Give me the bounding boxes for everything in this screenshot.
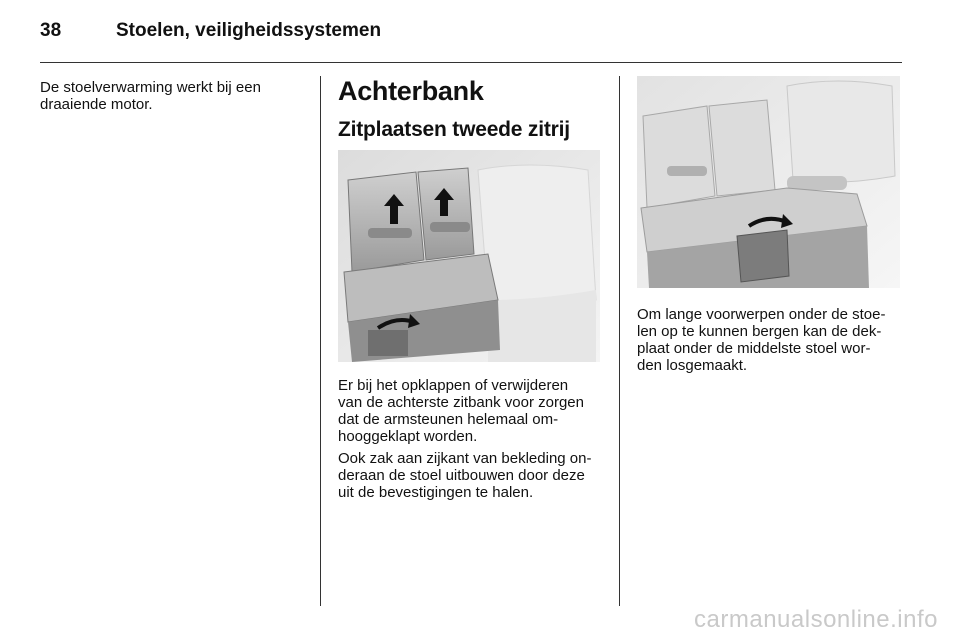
text-line: dat de armsteunen helemaal om- bbox=[338, 411, 559, 428]
seat-drawing bbox=[338, 150, 600, 362]
text-line: uit de bevestigingen te halen. bbox=[338, 484, 534, 501]
center-seat-cover-illustration bbox=[637, 76, 900, 288]
text-line: Er bij het opklappen of verwijderen bbox=[338, 377, 569, 394]
left-text-line: draaiende motor. bbox=[40, 96, 153, 113]
middle-column-text bbox=[338, 377, 613, 506]
seat-drawing-right bbox=[637, 76, 900, 288]
watermark: carmanualsonline.info bbox=[694, 606, 938, 633]
text-line: hooggeklapt worden. bbox=[338, 428, 478, 445]
left-column bbox=[40, 79, 310, 113]
text-line: len op te kunnen bergen kan de dek- bbox=[637, 323, 882, 340]
text-line: plaat onder de middelste stoel wor- bbox=[637, 340, 871, 357]
left-text-line: De stoelverwarming werkt bij een bbox=[40, 79, 261, 96]
right-column-text bbox=[637, 306, 912, 379]
text-line: van de achterste zitbank voor zorgen bbox=[338, 394, 584, 411]
armrest-paragraph bbox=[338, 377, 613, 445]
section-subheading: Zitplaatsen tweede zitrij bbox=[338, 118, 570, 141]
section-heading: Achterbank bbox=[338, 76, 484, 106]
page-title: Stoelen, veiligheidssystemen bbox=[116, 20, 382, 41]
header-rule bbox=[40, 62, 902, 63]
text-line: den losgemaakt. bbox=[637, 357, 748, 374]
page-number: 38 bbox=[40, 20, 62, 41]
rear-seat-armrest-illustration bbox=[338, 150, 600, 362]
column-divider-left bbox=[320, 76, 321, 606]
bag-paragraph bbox=[338, 450, 613, 501]
text-line: Ook zak aan zijkant van bekleding on- bbox=[338, 450, 592, 467]
column-divider-right bbox=[619, 76, 620, 606]
text-line: deraan de stoel uitbouwen door deze bbox=[338, 467, 585, 484]
text-line: Om lange voorwerpen onder de stoe- bbox=[637, 306, 886, 323]
cover-paragraph bbox=[637, 306, 912, 374]
